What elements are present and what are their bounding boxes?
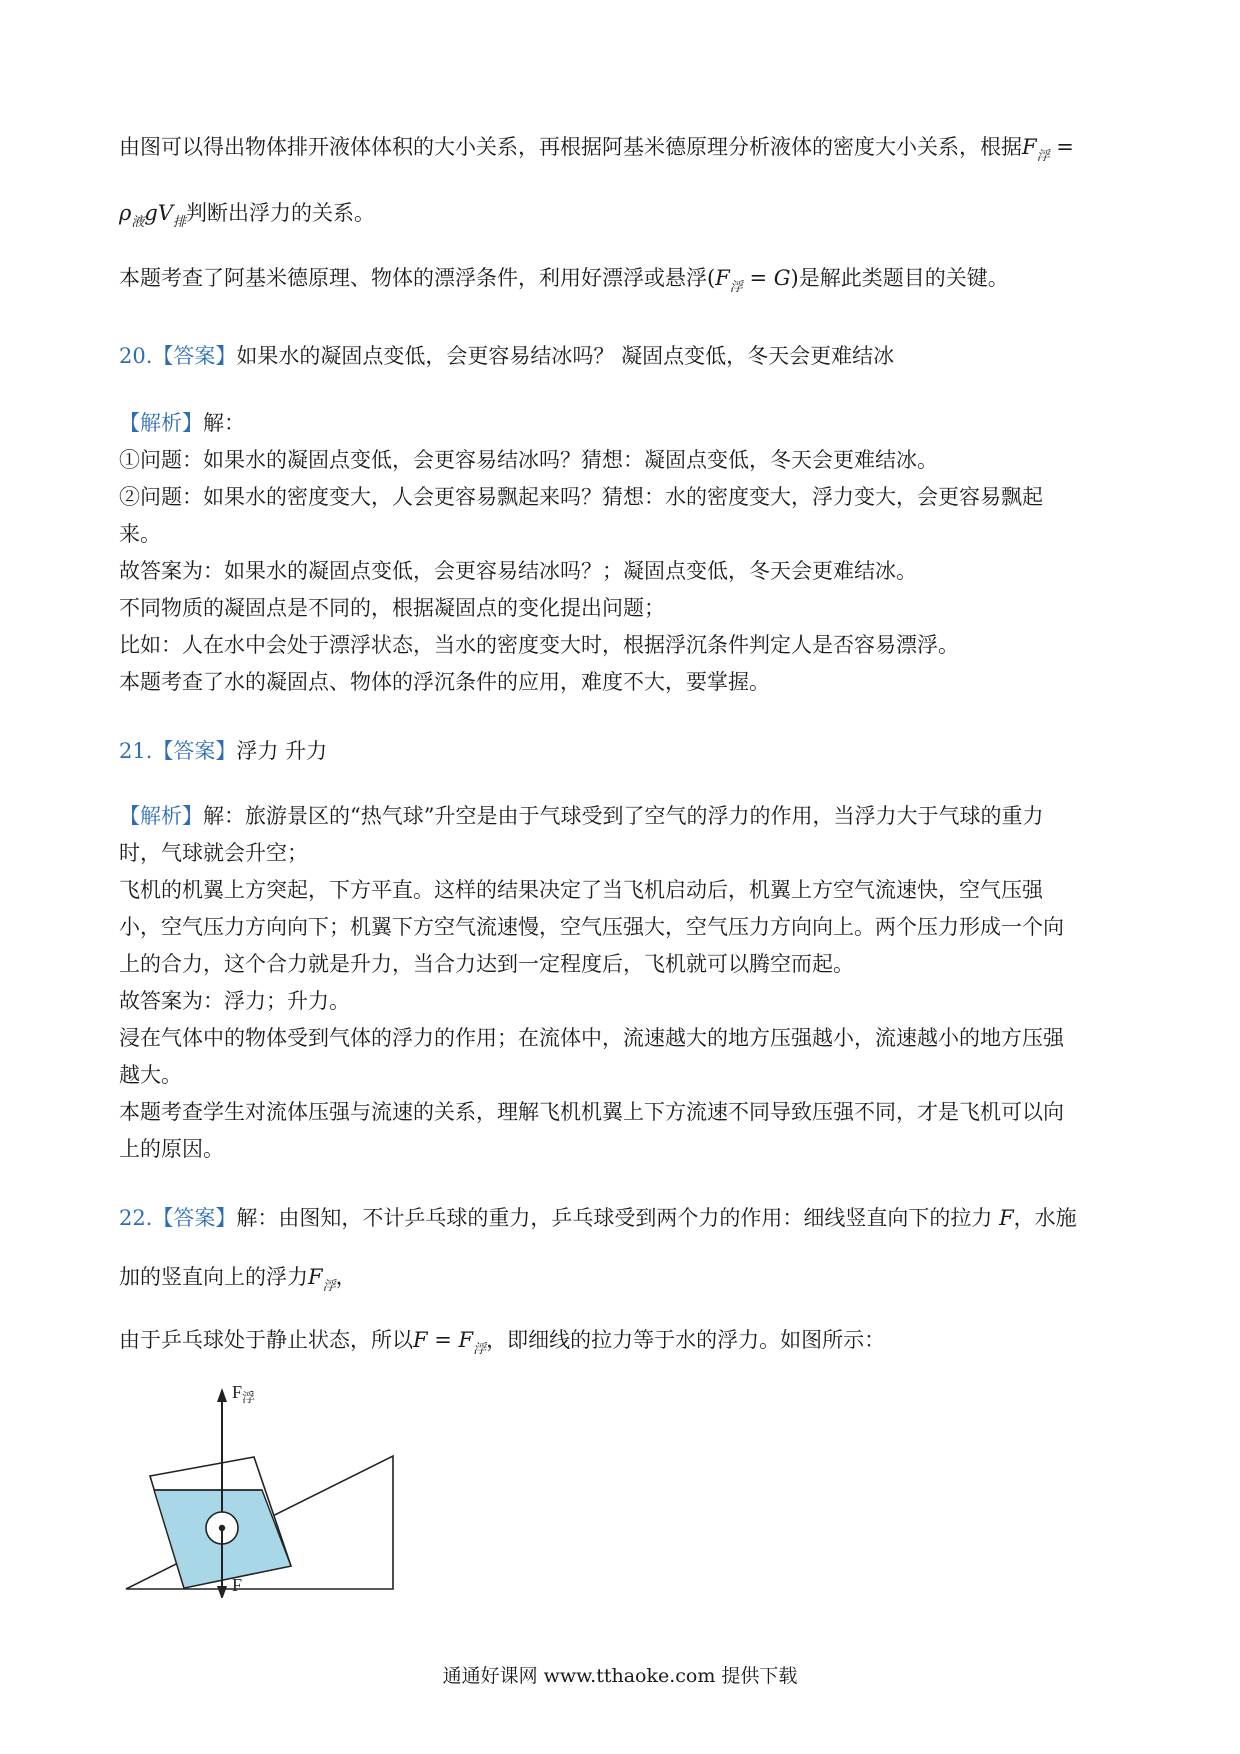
q21-line-0: 时，气球就会升空；	[119, 841, 308, 865]
buoyancy-arrow-head	[217, 1388, 227, 1402]
q22-line-2-text: 加的竖直向上的浮力	[119, 1265, 308, 1289]
intro-gV: gV	[144, 201, 173, 225]
q20-answer-text: 如果水的凝固点变低，会更容易结冰吗？ 凝固点变低，冬天会更难结冰	[236, 344, 895, 368]
q20-answer	[119, 341, 894, 371]
intro-gV-sub: 排	[172, 215, 186, 230]
buoyancy-label-sub: 浮	[242, 1390, 256, 1405]
tension-label: F	[232, 1575, 243, 1595]
q22-answer-tag: 【答案】	[152, 1206, 237, 1230]
intro-line-3-text-b: )是解此类题目的关键。	[790, 266, 1009, 290]
q20-analysis-tag: 【解析】	[119, 411, 203, 435]
q20-analysis-lead: 解：	[203, 411, 245, 435]
q20-line-0: ①问题：如果水的凝固点变低，会更容易结冰吗？猜想：凝固点变低，冬天会更难结冰。	[119, 448, 938, 472]
q21-line-7: 本题考查学生对流体压强与流速的关系，理解飞机机翼上下方流速不同导致压强不同，才是飞机可以向	[119, 1100, 1064, 1124]
intro-line-1	[119, 132, 1074, 172]
intro-line-1-F: F	[1022, 135, 1037, 159]
q22-number: 22.	[119, 1206, 153, 1230]
intro-line-1-text: 由图可以得出物体排开液体体积的大小关系，再根据阿基米德原理分析液体的密度大小关系，根据	[119, 135, 1022, 159]
q20-number: 20.	[119, 344, 153, 368]
intro-line-3	[119, 263, 1009, 303]
intro-line-3-F-sub: 浮	[729, 280, 743, 295]
q21-line-4: 故答案为：浮力；升力。	[119, 989, 350, 1013]
q22-line-2-tail: ，	[335, 1265, 357, 1289]
q20-analysis-head	[119, 408, 245, 438]
intro-line-3-eq: = G	[742, 266, 791, 290]
q20-answer-tag: 【答案】	[152, 344, 237, 368]
q20-line-5: 比如：人在水中会处于漂浮状态，当水的密度变大时，根据浮沉条件判定人是否容易漂浮。	[119, 633, 959, 657]
q20-line-2: 来。	[119, 522, 161, 546]
buoyancy-label: F	[232, 1382, 243, 1402]
q20-line-4: 不同物质的凝固点是不同的，根据凝固点的变化提出问题；	[119, 596, 665, 620]
q21-line-8: 上的原因。	[119, 1137, 224, 1161]
q21-answer	[119, 736, 327, 766]
q22-line-1-tail: ，水施	[1013, 1206, 1077, 1230]
q21-analysis-tag: 【解析】	[119, 804, 203, 828]
q22-line-1-text: 解：由图知，不计乒乓球的重力，乒乓球受到两个力的作用：细线竖直向下的拉力	[236, 1206, 993, 1230]
intro-line-1-F-sub: 浮	[1036, 149, 1050, 164]
svg-text:F浮	[232, 1382, 255, 1405]
q21-answer-text: 浮力 升力	[236, 739, 328, 763]
intro-line-2-text: 判断出浮力的关系。	[186, 201, 375, 225]
q20-line-1: ②问题：如果水的密度变大，人会更容易飘起来吗？猜想：水的密度变大，浮力变大，会更容易飘起	[119, 485, 1043, 509]
intro-rho: ρ	[119, 201, 132, 225]
q21-line-2: 小，空气压力方向向下；机翼下方空气流速慢，空气压强大，空气压力方向向上。两个压力形成一个向	[119, 915, 1064, 939]
q21-line-3: 上的合力，这个合力就是升力，当合力达到一定程度后，飞机就可以腾空而起。	[119, 952, 854, 976]
q22-line-3-tail: ，即细线的拉力等于水的浮力。如图所示：	[486, 1328, 886, 1352]
q22-line-1-F: F	[992, 1206, 1014, 1230]
q22-line-3	[119, 1325, 885, 1365]
q22-line-2-F: F	[308, 1265, 323, 1289]
intro-line-3-text-a: 本题考查了阿基米德原理、物体的漂浮条件，利用好漂浮或悬浮(	[119, 266, 716, 290]
q20-line-3: 故答案为：如果水的凝固点变低，会更容易结冰吗？；凝固点变低，冬天会更难结冰。	[119, 559, 917, 583]
intro-line-2	[119, 198, 375, 238]
q22-line-2-F-sub: 浮	[322, 1279, 336, 1294]
q21-line-1: 飞机的机翼上方突起，下方平直。这样的结果决定了当飞机启动后，机翼上方空气流速快，空气压强	[119, 878, 1043, 902]
q21-line-5: 浸在气体中的物体受到气体的浮力的作用；在流体中，流速越大的地方压强越小，流速越小的地方压强	[119, 1026, 1064, 1050]
q21-analysis-first-text: 解：旅游景区的“热气球”升空是由于气球受到了空气的浮力的作用，当浮力大于气球的重力	[203, 804, 1044, 828]
q21-analysis-first	[119, 801, 1043, 831]
q20-line-6: 本题考查了水的凝固点、物体的浮沉条件的应用，难度不大，要掌握。	[119, 670, 770, 694]
q22-line-3-text: 由于乒乓球处于静止状态，所以	[119, 1328, 413, 1352]
q21-answer-tag: 【答案】	[152, 739, 237, 763]
q22-line-3-F-sub: 浮	[473, 1342, 487, 1357]
intro-rho-sub: 液	[131, 215, 145, 230]
q22-line-3-F: F = F	[413, 1328, 474, 1352]
tension-arrow-head	[217, 1586, 227, 1598]
q21-line-6: 越大。	[119, 1063, 182, 1087]
q22-line-2	[119, 1262, 357, 1302]
q21-number: 21.	[119, 739, 153, 763]
page-footer: 通通好课网 www.tthaoke.com 提供下载	[442, 1665, 798, 1687]
force-diagram	[118, 1378, 408, 1598]
intro-line-3-F: F	[715, 266, 730, 290]
intro-line-1-eq: =	[1049, 135, 1074, 159]
q22-line-1	[119, 1203, 1077, 1233]
